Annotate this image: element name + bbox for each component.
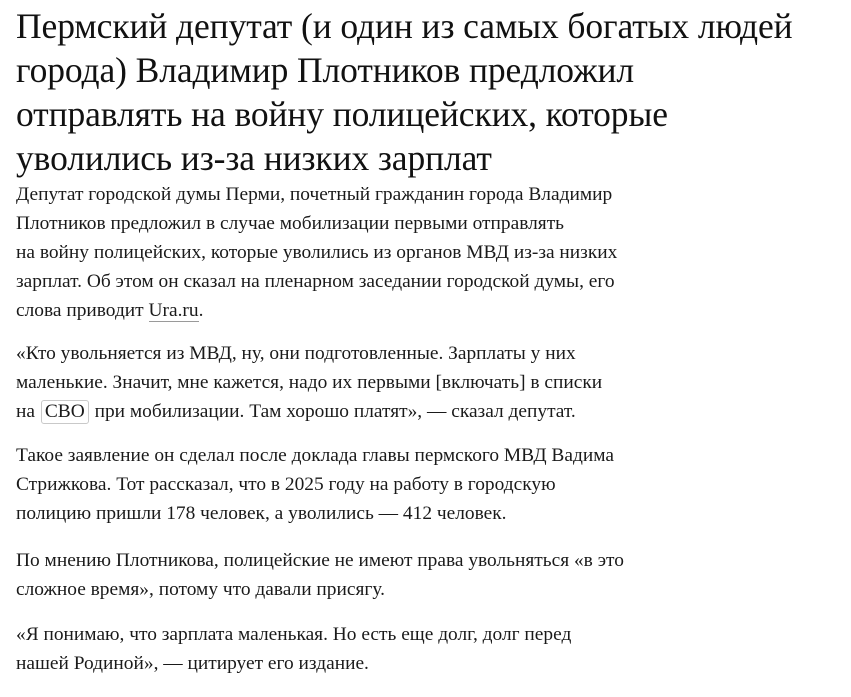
- tag-svo[interactable]: СВО: [41, 400, 89, 424]
- paragraph-quote: [16, 339, 716, 426]
- paragraph-line: «Кто увольняется из МВД, ну, они подготовленные. Зарплаты у них: [16, 343, 576, 364]
- headline-line: города) Владимир Плотников предложил: [16, 50, 635, 90]
- paragraph-line: «Я понимаю, что зарплата маленькая. Но есть еще долг, долг перед: [16, 624, 572, 645]
- paragraph-line: нашей Родиной», — цитирует его издание.: [16, 653, 369, 674]
- paragraph-text: при мобилизации. Там хорошо платят», — сказал депутат.: [89, 401, 576, 422]
- paragraph-text: на: [16, 401, 40, 422]
- paragraph-text: слова приводит: [16, 300, 149, 321]
- paragraph-line: [16, 296, 716, 325]
- paragraph-line: сложное время», потому что давали присягу.: [16, 579, 385, 600]
- paragraph-closing-quote: [16, 620, 716, 678]
- paragraph-line: Депутат городской думы Перми, почетный гражданин города Владимир: [16, 184, 613, 205]
- paragraph-line: полицию пришли 178 человек, а уволились — 412 человек.: [16, 503, 507, 524]
- headline-line: отправлять на войну полицейских, которые: [16, 94, 668, 134]
- paragraph-line: Стрижкова. Тот рассказал, что в 2025 году на работу в городскую: [16, 474, 556, 495]
- paragraph-line: Такое заявление он сделал после доклада главы пермского МВД Вадима: [16, 445, 614, 466]
- paragraph-report: [16, 441, 716, 528]
- paragraph-line: По мнению Плотникова, полицейские не имеют права увольняться «в это: [16, 550, 624, 571]
- article-headline: [16, 4, 846, 180]
- paragraph-intro: [16, 180, 716, 325]
- paragraph-line: [16, 397, 716, 426]
- headline-line: Пермский депутат (и один из самых богатых людей: [16, 6, 793, 46]
- source-link-ura[interactable]: Ura.ru: [148, 300, 199, 321]
- article: [16, 0, 846, 674]
- paragraph-line: зарплат. Об этом он сказал на пленарном заседании городской думы, его: [16, 271, 615, 292]
- paragraph-line: маленькие. Значит, мне кажется, надо их первыми [включать] в списки: [16, 372, 603, 393]
- paragraph-opinion: [16, 546, 716, 604]
- paragraph-text: .: [198, 300, 204, 321]
- headline-line: уволились из-за низких зарплат: [16, 138, 492, 178]
- paragraph-line: Плотников предложил в случае мобилизации первыми отправлять: [16, 213, 565, 234]
- paragraph-line: на войну полицейских, которые уволились из органов МВД из-за низких: [16, 242, 618, 263]
